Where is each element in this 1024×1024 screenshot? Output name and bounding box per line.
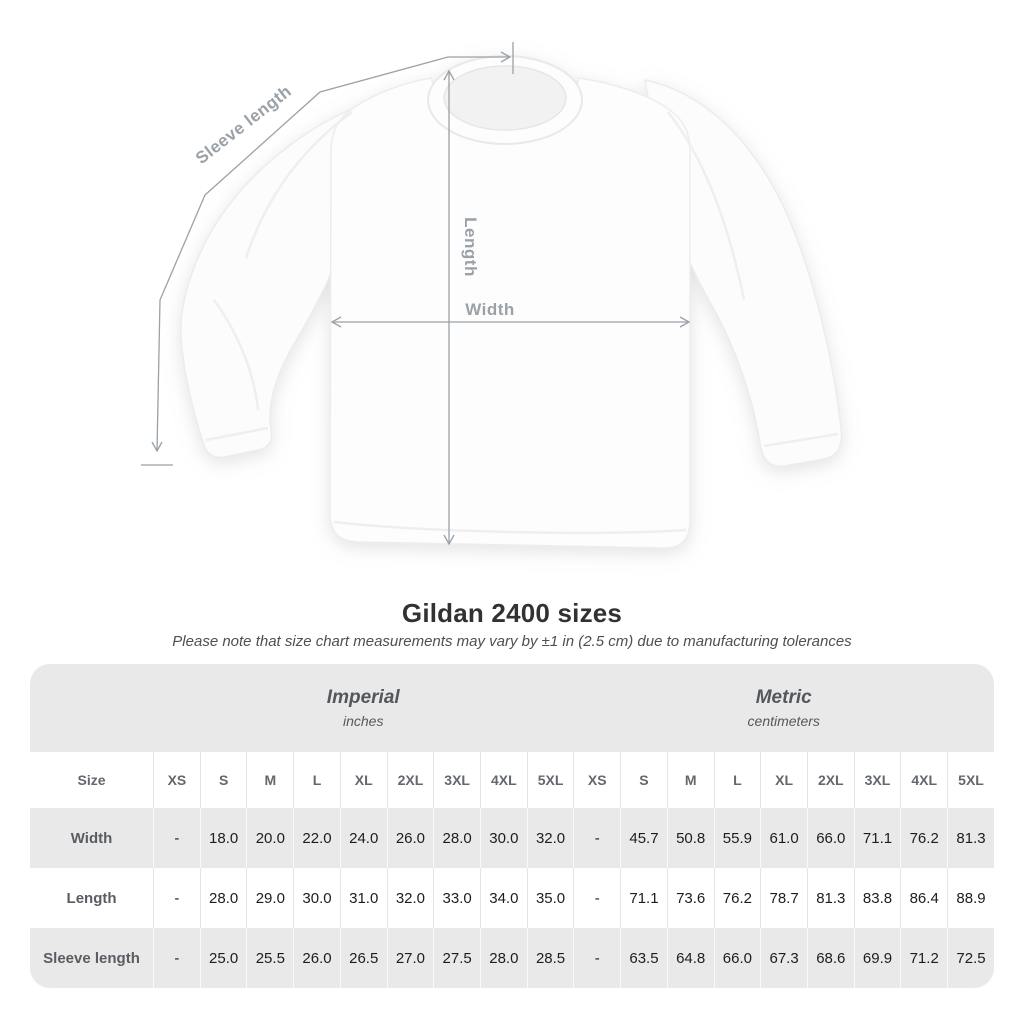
shirt-collar-opening	[444, 66, 566, 130]
sleeve-metric-2xl: 68.6	[807, 928, 854, 988]
col-header-metric-xl: XL	[760, 752, 807, 808]
length-imperial-4xl: 34.0	[480, 868, 527, 928]
metric-group-header	[573, 664, 994, 752]
imperial-group-header	[153, 664, 573, 752]
sleeve-imperial-3xl: 27.5	[433, 928, 480, 988]
length-metric-l: 76.2	[714, 868, 761, 928]
size-column-header: Size	[30, 752, 153, 808]
sleeve-metric-5xl: 72.5	[947, 928, 994, 988]
sleeve-length-label: Sleeve length	[192, 81, 296, 168]
sleeve-imperial-5xl: 28.5	[527, 928, 574, 988]
width-metric-2xl: 66.0	[807, 808, 854, 868]
imperial-unit: inches	[343, 713, 384, 729]
col-header-metric-l: L	[714, 752, 761, 808]
length-imperial-3xl: 33.0	[433, 868, 480, 928]
row-label-sleeve-length: Sleeve length	[30, 928, 153, 988]
width-metric-xs: -	[573, 808, 620, 868]
sleeve-metric-m: 64.8	[667, 928, 714, 988]
length-metric-s: 71.1	[620, 868, 667, 928]
tolerance-note: Please note that size chart measurements may vary by ±1 in (2.5 cm) due to manufacturing tolerances	[172, 633, 852, 650]
length-imperial-m: 29.0	[246, 868, 293, 928]
metric-heading: Metric	[755, 687, 812, 708]
size-chart-card	[30, 664, 994, 988]
unit-header-spacer	[30, 664, 153, 752]
sleeve-imperial-4xl: 28.0	[480, 928, 527, 988]
length-imperial-xs: -	[153, 868, 200, 928]
col-header-metric-3xl: 3XL	[854, 752, 901, 808]
sleeve-imperial-xl: 26.5	[340, 928, 387, 988]
length-imperial-xl: 31.0	[340, 868, 387, 928]
page-title: Gildan 2400 sizes	[401, 598, 623, 628]
col-header-metric-xs: XS	[573, 752, 620, 808]
col-header-metric-4xl: 4XL	[900, 752, 947, 808]
sleeve-metric-xl: 67.3	[760, 928, 807, 988]
length-imperial-2xl: 32.0	[387, 868, 434, 928]
width-metric-l: 55.9	[714, 808, 761, 868]
length-metric-5xl: 88.9	[947, 868, 994, 928]
sleeve-imperial-2xl: 27.0	[387, 928, 434, 988]
width-imperial-xs: -	[153, 808, 200, 868]
col-header-metric-s: S	[620, 752, 667, 808]
col-header-metric-5xl: 5XL	[947, 752, 994, 808]
metric-unit: centimeters	[747, 713, 820, 729]
sleeve-imperial-s: 25.0	[200, 928, 247, 988]
width-imperial-5xl: 32.0	[527, 808, 574, 868]
width-metric-3xl: 71.1	[854, 808, 901, 868]
row-label-length: Length	[30, 868, 153, 928]
table-row-length	[30, 868, 994, 928]
sleeve-metric-3xl: 69.9	[854, 928, 901, 988]
width-imperial-s: 18.0	[200, 808, 247, 868]
length-metric-2xl: 81.3	[807, 868, 854, 928]
col-header-imperial-l: L	[293, 752, 340, 808]
col-header-imperial-xs: XS	[153, 752, 200, 808]
sleeve-imperial-xs: -	[153, 928, 200, 988]
width-imperial-xl: 24.0	[340, 808, 387, 868]
length-metric-xs: -	[573, 868, 620, 928]
row-label-width: Width	[30, 808, 153, 868]
length-imperial-s: 28.0	[200, 868, 247, 928]
width-imperial-4xl: 30.0	[480, 808, 527, 868]
sleeve-metric-4xl: 71.2	[900, 928, 947, 988]
width-metric-4xl: 76.2	[900, 808, 947, 868]
col-header-imperial-s: S	[200, 752, 247, 808]
width-metric-m: 50.8	[667, 808, 714, 868]
size-header-row	[30, 752, 994, 808]
length-imperial-l: 30.0	[293, 868, 340, 928]
width-imperial-2xl: 26.0	[387, 808, 434, 868]
width-metric-5xl: 81.3	[947, 808, 994, 868]
length-metric-xl: 78.7	[760, 868, 807, 928]
length-metric-3xl: 83.8	[854, 868, 901, 928]
width-metric-xl: 61.0	[760, 808, 807, 868]
col-header-metric-2xl: 2XL	[807, 752, 854, 808]
length-metric-m: 73.6	[667, 868, 714, 928]
sleeve-imperial-m: 25.5	[246, 928, 293, 988]
width-metric-s: 45.7	[620, 808, 667, 868]
length-metric-4xl: 86.4	[900, 868, 947, 928]
sleeve-metric-s: 63.5	[620, 928, 667, 988]
sleeve-metric-l: 66.0	[714, 928, 761, 988]
col-header-metric-m: M	[667, 752, 714, 808]
sleeve-metric-xs: -	[573, 928, 620, 988]
col-header-imperial-4xl: 4XL	[480, 752, 527, 808]
table-row-sleeve-length	[30, 928, 994, 988]
unit-header-row	[30, 664, 994, 752]
width-imperial-l: 22.0	[293, 808, 340, 868]
length-imperial-5xl: 35.0	[527, 868, 574, 928]
width-imperial-m: 20.0	[246, 808, 293, 868]
sleeve-imperial-l: 26.0	[293, 928, 340, 988]
width-imperial-3xl: 28.0	[433, 808, 480, 868]
length-label: Length	[461, 217, 480, 277]
col-header-imperial-2xl: 2XL	[387, 752, 434, 808]
size-chart-table	[30, 664, 994, 988]
col-header-imperial-m: M	[246, 752, 293, 808]
col-header-imperial-3xl: 3XL	[433, 752, 480, 808]
width-label: Width	[465, 300, 515, 319]
col-header-imperial-5xl: 5XL	[527, 752, 574, 808]
table-row-width	[30, 808, 994, 868]
col-header-imperial-xl: XL	[340, 752, 387, 808]
imperial-heading: Imperial	[326, 687, 400, 708]
